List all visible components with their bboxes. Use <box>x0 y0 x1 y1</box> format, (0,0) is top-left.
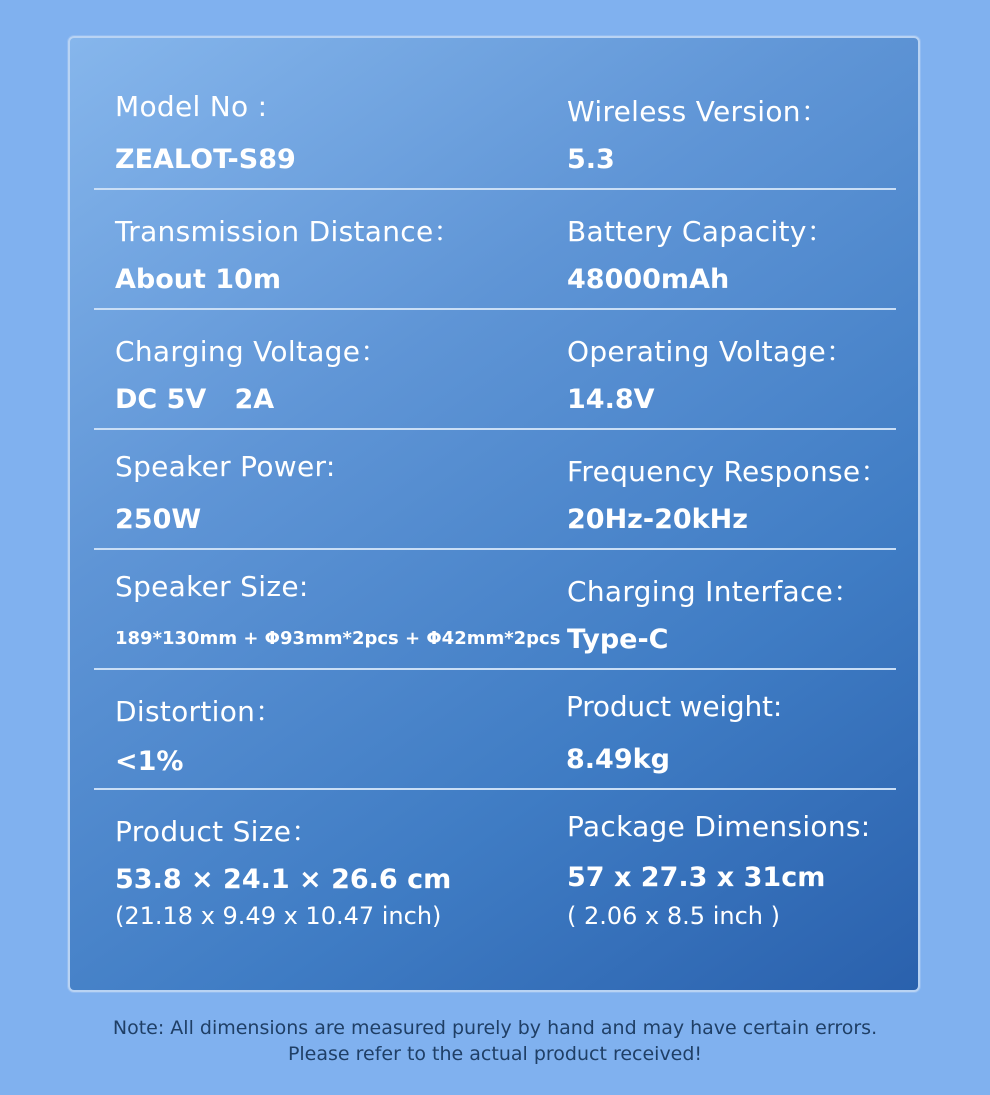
spec-label: Distortion： <box>115 695 284 728</box>
spec-subvalue: (21.18 x 9.49 x 10.47 inch) <box>115 902 442 930</box>
spec-value: 189*130mm + Φ93mm*2pcs + Φ42mm*2pcs <box>115 628 561 649</box>
spec-label: Model No : <box>115 90 268 123</box>
spec-value: 8.49kg <box>566 744 670 775</box>
spec-value: DC 5V 2A <box>115 384 275 415</box>
spec-label: Battery Capacity： <box>567 215 835 248</box>
spec-row-power <box>94 430 896 550</box>
spec-label: Speaker Size: <box>115 570 309 603</box>
spec-label: Speaker Power: <box>115 450 336 483</box>
spec-row-size <box>94 550 896 670</box>
spec-label: Product weight: <box>566 690 783 723</box>
spec-value: 20Hz-20kHz <box>567 504 748 535</box>
spec-row-distance <box>94 190 896 310</box>
spec-label: Product Size： <box>115 815 320 848</box>
spec-row-model <box>94 70 896 190</box>
spec-value: 14.8V <box>567 384 655 415</box>
spec-value: 53.8 × 24.1 × 26.6 cm <box>115 864 452 895</box>
spec-value: Type-C <box>567 624 669 655</box>
spec-label: Charging Voltage： <box>115 335 389 368</box>
spec-label: Package Dimensions: <box>567 810 871 843</box>
spec-value: 250W <box>115 504 202 535</box>
spec-label: Operating Voltage： <box>567 335 855 368</box>
spec-value: 5.3 <box>567 144 615 175</box>
spec-label: Wireless Version： <box>567 95 830 128</box>
spec-value: 48000mAh <box>567 264 730 295</box>
note-line-2: Please refer to the actual product received! <box>287 1043 703 1065</box>
spec-row-dimensions <box>94 790 896 950</box>
spec-label: Frequency Response： <box>567 455 889 488</box>
spec-value: 57 x 27.3 x 31cm <box>567 862 826 893</box>
spec-label: Transmission Distance： <box>115 215 462 248</box>
spec-value: About 10m <box>115 264 282 295</box>
note-line-1: Note: All dimensions are measured purely by hand and may have certain errors. <box>112 1017 878 1039</box>
spec-row-distortion <box>94 670 896 790</box>
spec-label: Charging Interface： <box>567 575 862 608</box>
spec-value: <1% <box>115 746 184 777</box>
spec-value: ZEALOT-S89 <box>115 144 296 175</box>
spec-subvalue: ( 2.06 x 8.5 inch ) <box>567 902 780 930</box>
spec-row-voltage <box>94 310 896 430</box>
